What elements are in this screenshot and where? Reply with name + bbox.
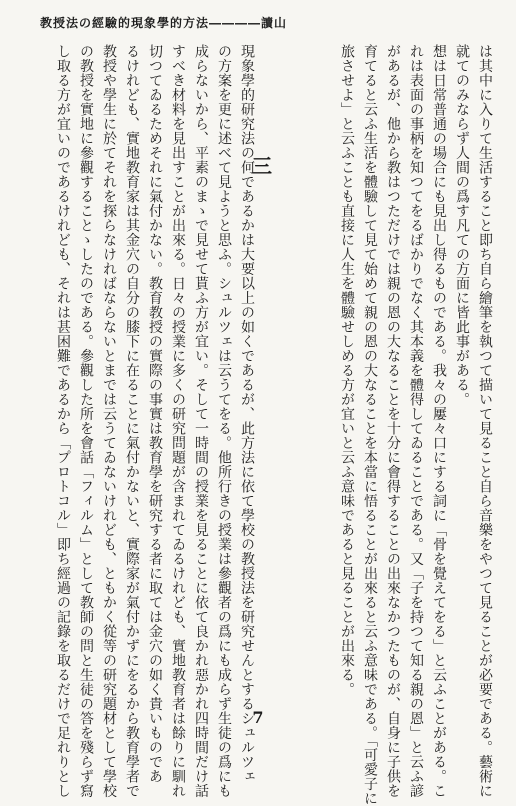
text-column: すべき材料を見出すことが出來る。日々の授業に多くの研究問題が含まれてゐるけれども、實地教育者は餘りに馴れ: [170, 44, 186, 798]
running-head: 教授法の經驗的現象學的方法――――讀山: [40, 16, 288, 30]
text-column: 成らないから、平素のまゝで見せて貰ふ方が宜い。そして一時間の授業を見ることに依て良かれ惡かれ四時間だけ話: [193, 44, 209, 798]
text-column: 想は日常普通の場合にも見出し得るものである。我々の屢々口にする詞に「骨を覺えてをる」と云ふことがある。こ: [431, 44, 447, 798]
text-column: があるが、他から教はつただけでは親の恩の大なることを十分に會得することの出來なかつたものが、自身に子供を: [385, 44, 401, 798]
text-column: 教授や學生に於てそれを探らなければならないとまでは云うてゐないけれども、ともかく從等の研究題材として學校: [101, 44, 117, 798]
text-column: 切つてゐるためそれに氣付かない。教育教授の實際の事實は教育學を研究する者に取ては金穴の如く貴いものであ: [147, 44, 163, 784]
text-column: 育てると云ふ生活を體驗して見て始めて親の恩の大なることを本當に悟ることが出來ると云ふ意味である。「可愛子に: [362, 44, 378, 806]
text-column: の教授を實地に參觀することゝしたのである。參觀した所を會話「フィルム」として教師の問と生徒の答を殘らず寫: [78, 44, 94, 798]
text-column: の方案を更に述べて見ようと思ふ。シュルツェは云うてをる。他所行きの授業は參觀者の爲にも成らず生徒の爲にも: [216, 44, 232, 798]
text-column: は其中に入りて生活すること即ち自ら繪筆を執つて描いて見ること自ら音樂をやつて見ることが必要である。藝術に: [477, 44, 493, 798]
text-column: 就てのみならず人間の爲す凡ての方面に皆此事がある。: [454, 44, 470, 407]
text-column: 現象學的研究法の何であるかは大要以上の如くであるが、此方法に依て學校の教授法を研究せんとするシュルツェ: [239, 44, 255, 784]
text-column: し取る方が宜いのであるけれども、それは甚困難であるから「プロトコル」即ち經過の記錄を取るだけで足れりとし: [55, 44, 71, 798]
lower-text-block: [51, 44, 258, 798]
page-number: 7: [252, 708, 264, 727]
text-column: れは表面の事柄を知つてをるばかりでなく其本義を體得してゐることである。又「子を持つて知る親の恩」と云ふ諺: [408, 44, 424, 798]
text-column: 旅させよ」と云ふことも直接に人生を體驗せしめる方が宜いと云ふ意味であると見ることが出來る。: [339, 44, 355, 697]
text-column: るけれども、實地教育家は其金穴の自分の膝下に在ることに氣付かないと、實際家が氣付かずにをるから教育學者で: [124, 44, 140, 798]
section-number: 三: [252, 154, 272, 178]
upper-text-block: [335, 44, 496, 806]
